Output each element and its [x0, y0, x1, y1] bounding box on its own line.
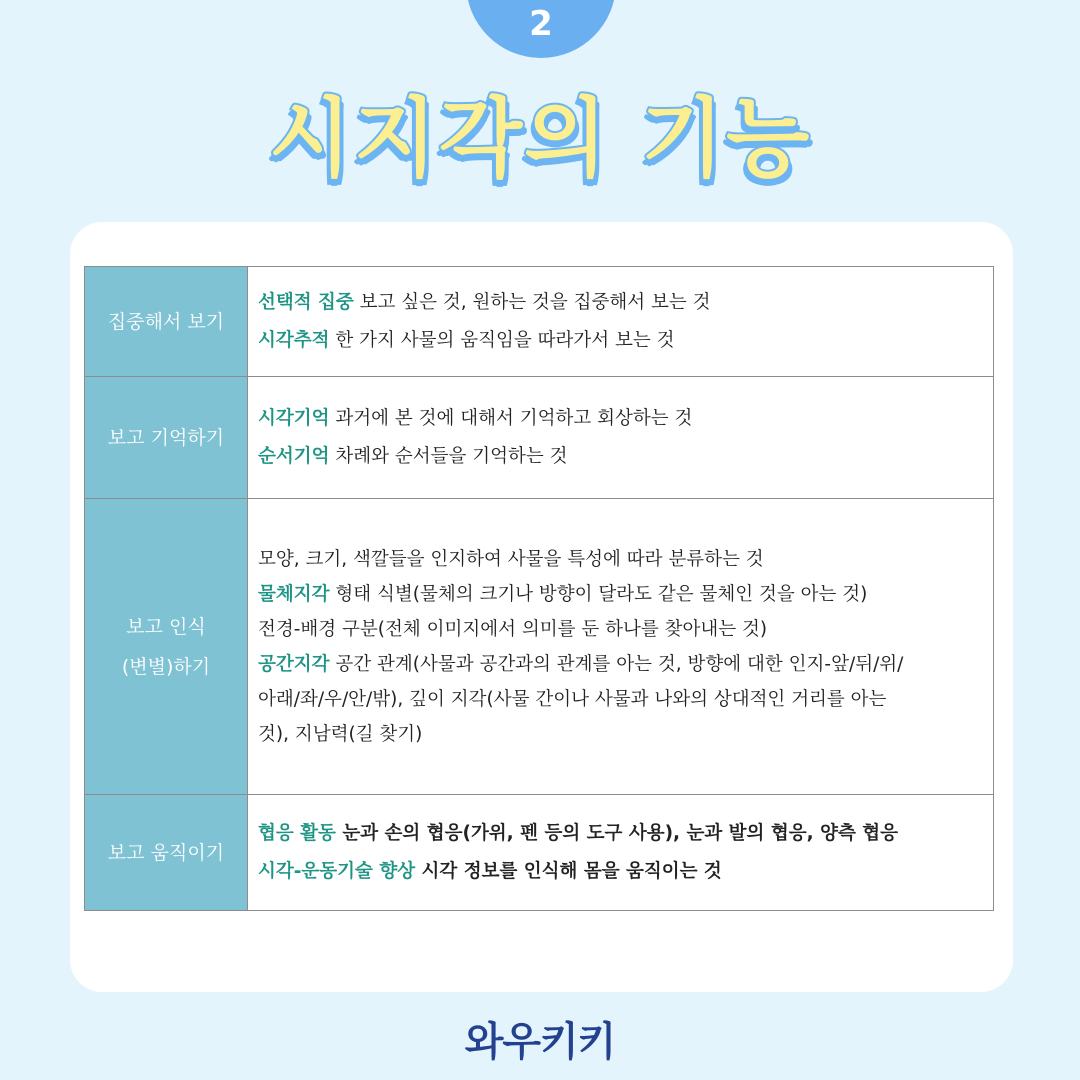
table-row: [85, 795, 994, 911]
row-label-line: (변별)하기: [121, 655, 211, 678]
page-number: 2: [529, 4, 553, 44]
content-line: [258, 647, 993, 682]
content-line: 아래/좌/우/안/밖), 깊이 지각(사물 간이나 사물과 나와의 상대적인 거리를 아는: [258, 688, 887, 710]
content-line: 것), 지남력(길 찾기): [258, 723, 423, 745]
term: 시각-운동기술 향상: [258, 860, 416, 882]
term: 시각추적: [258, 329, 330, 351]
content-card: [70, 222, 1013, 992]
content-line: [258, 284, 993, 322]
term: 순서기억: [258, 445, 330, 467]
row-label: 보고 움직이기: [85, 795, 248, 911]
term: 선택적 집중: [258, 291, 354, 313]
content-line: [258, 438, 993, 476]
term: 물체지각: [258, 583, 330, 605]
description: 형태 식별(물체의 크기나 방향이 달라도 같은 물체인 것을 아는 것): [329, 583, 868, 605]
row-content: [248, 267, 994, 377]
brand-logo: 와우키키: [464, 1019, 616, 1065]
content-line: [258, 322, 993, 360]
description: 차례와 순서들을 기억하는 것: [329, 445, 568, 467]
term: 시각기억: [258, 407, 330, 429]
page-title: 시지각의 기능: [268, 89, 812, 189]
description: 공간 관계(사물과 공간과의 관계를 아는 것, 방향에 대한 인지-앞/뒤/위/: [329, 653, 904, 675]
content-line: 전경-배경 구분(전체 이미지에서 의미를 둔 하나를 찾아내는 것): [258, 618, 768, 640]
content-line: [258, 400, 993, 438]
description: 눈과 손의 협응(가위, 펜 등의 도구 사용), 눈과 발의 협응, 양측 협응: [335, 822, 898, 844]
row-content: [248, 499, 994, 795]
content-line: [258, 577, 993, 612]
content-line: [258, 815, 993, 853]
function-table: [84, 266, 994, 911]
term: 공간지각: [258, 653, 330, 675]
table-row: [85, 377, 994, 499]
description: 한 가지 사물의 움직임을 따라가서 보는 것: [329, 329, 675, 351]
description: 과거에 본 것에 대해서 기억하고 회상하는 것: [329, 407, 693, 429]
row-content: [248, 377, 994, 499]
table-row: [85, 499, 994, 795]
row-label: [85, 499, 248, 795]
page-number-badge: [466, 0, 616, 58]
description: 보고 싶은 것, 원하는 것을 집중해서 보는 것: [353, 291, 711, 313]
row-label-line: 보고 인식: [126, 615, 206, 638]
content-line: [258, 853, 993, 891]
row-label: 집중해서 보기: [85, 267, 248, 377]
row-content: [248, 795, 994, 911]
row-label: 보고 기억하기: [85, 377, 248, 499]
description: 시각 정보를 인식해 몸을 움직이는 것: [415, 860, 722, 882]
term: 협응 활동: [258, 822, 336, 844]
content-line: 모양, 크기, 색깔들을 인지하여 사물을 특성에 따라 분류하는 것: [258, 548, 764, 570]
table-row: [85, 267, 994, 377]
